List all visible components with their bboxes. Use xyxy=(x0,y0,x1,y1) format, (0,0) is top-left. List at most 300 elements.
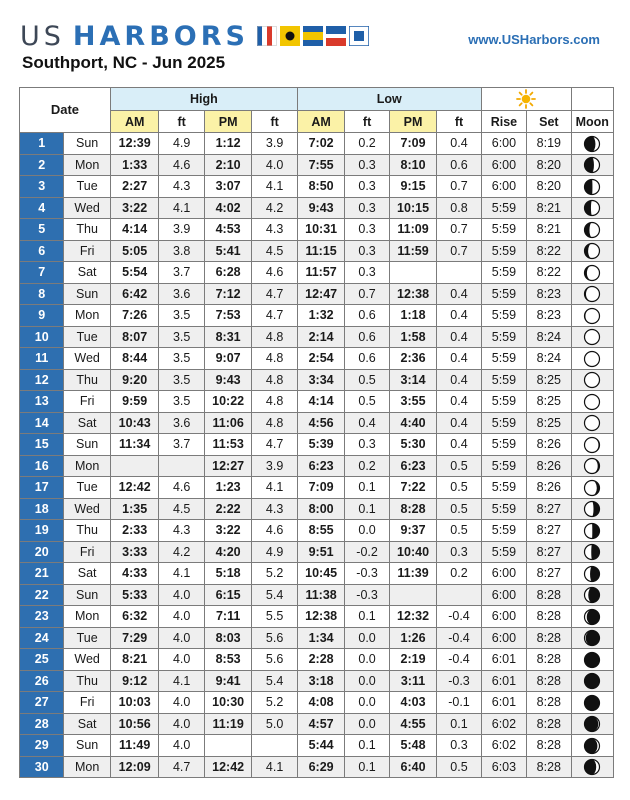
low-am-height-cell: 0.1 xyxy=(345,477,389,499)
low-pm-height-cell: 0.2 xyxy=(437,563,481,585)
sun-header xyxy=(481,88,571,111)
table-row xyxy=(20,606,614,628)
moon-phase-cell xyxy=(571,326,613,348)
moon-header xyxy=(571,88,613,111)
sunset-cell: 8:28 xyxy=(527,756,571,778)
high-am-height-cell xyxy=(159,455,204,477)
sunset-cell: 8:26 xyxy=(527,434,571,456)
low-am-time-cell: 11:15 xyxy=(297,240,345,262)
high-am-header: AM xyxy=(110,111,159,133)
high-pm-ft-header: ft xyxy=(252,111,297,133)
low-pm-height-cell: -0.3 xyxy=(437,670,481,692)
weekday-cell: Fri xyxy=(64,240,110,262)
low-am-height-cell: -0.3 xyxy=(345,563,389,585)
high-am-time-cell: 3:22 xyxy=(110,197,159,219)
high-am-height-cell: 4.2 xyxy=(159,541,204,563)
sunset-cell: 8:23 xyxy=(527,283,571,305)
table-row xyxy=(20,326,614,348)
high-am-height-cell: 4.1 xyxy=(159,670,204,692)
high-am-height-cell: 3.6 xyxy=(159,283,204,305)
low-am-height-cell: 0.3 xyxy=(345,262,389,284)
high-am-height-cell: 4.0 xyxy=(159,692,204,714)
low-am-height-cell: 0.3 xyxy=(345,197,389,219)
high-am-time-cell: 5:33 xyxy=(110,584,159,606)
moon-phase-icon xyxy=(583,371,601,389)
table-row xyxy=(20,283,614,305)
sunrise-cell: 6:00 xyxy=(481,584,526,606)
high-am-height-cell: 3.5 xyxy=(159,305,204,327)
low-pm-height-cell: 0.4 xyxy=(437,326,481,348)
low-pm-time-cell: 7:09 xyxy=(389,133,437,155)
weekday-cell: Tue xyxy=(64,627,110,649)
day-number-cell: 19 xyxy=(20,520,64,542)
low-am-time-cell: 10:31 xyxy=(297,219,345,241)
low-am-height-cell: 0.2 xyxy=(345,455,389,477)
high-pm-height-cell: 3.9 xyxy=(252,133,297,155)
brand-us: US xyxy=(20,20,65,52)
weekday-cell: Tue xyxy=(64,326,110,348)
high-am-time-cell: 12:42 xyxy=(110,477,159,499)
low-pm-time-cell: 6:23 xyxy=(389,455,437,477)
moon-phase-icon xyxy=(583,156,601,174)
high-pm-height-cell: 4.9 xyxy=(252,541,297,563)
day-number-cell: 10 xyxy=(20,326,64,348)
low-am-time-cell: 3:18 xyxy=(297,670,345,692)
low-am-height-cell: 0.5 xyxy=(345,369,389,391)
day-number-cell: 11 xyxy=(20,348,64,370)
low-pm-height-cell: 0.5 xyxy=(437,520,481,542)
low-pm-height-cell: 0.4 xyxy=(437,369,481,391)
table-row xyxy=(20,670,614,692)
moon-phase-icon xyxy=(583,479,601,497)
moon-phase-icon xyxy=(583,414,601,432)
moon-phase-icon xyxy=(583,629,601,647)
high-pm-time-cell: 5:18 xyxy=(204,563,252,585)
high-am-height-cell: 4.0 xyxy=(159,584,204,606)
low-am-height-cell: 0.6 xyxy=(345,348,389,370)
weekday-cell: Thu xyxy=(64,369,110,391)
high-am-height-cell: 3.9 xyxy=(159,219,204,241)
low-pm-header: PM xyxy=(389,111,437,133)
low-am-ft-header: ft xyxy=(345,111,389,133)
low-am-height-cell: 0.6 xyxy=(345,326,389,348)
sunrise-cell: 5:59 xyxy=(481,283,526,305)
table-row xyxy=(20,584,614,606)
signal-flag-icon-bands xyxy=(303,26,323,46)
high-pm-height-cell: 4.8 xyxy=(252,391,297,413)
low-am-time-cell: 6:23 xyxy=(297,455,345,477)
signal-flags xyxy=(257,26,369,46)
high-am-height-cell: 4.0 xyxy=(159,649,204,671)
low-am-header: AM xyxy=(297,111,345,133)
moon-phase-cell xyxy=(571,649,613,671)
sunset-cell: 8:27 xyxy=(527,541,571,563)
high-am-time-cell: 9:59 xyxy=(110,391,159,413)
low-am-height-cell: 0.0 xyxy=(345,649,389,671)
low-pm-time-cell: 7:22 xyxy=(389,477,437,499)
low-pm-height-cell: 0.4 xyxy=(437,348,481,370)
sunset-cell: 8:25 xyxy=(527,412,571,434)
high-pm-time-cell: 8:03 xyxy=(204,627,252,649)
low-pm-height-cell: 0.4 xyxy=(437,133,481,155)
day-number-cell: 7 xyxy=(20,262,64,284)
sunset-cell: 8:28 xyxy=(527,606,571,628)
moon-phase-cell xyxy=(571,584,613,606)
low-pm-time-cell: 6:40 xyxy=(389,756,437,778)
signal-flag-icon-block xyxy=(326,26,346,46)
high-pm-height-cell: 5.0 xyxy=(252,713,297,735)
low-am-time-cell: 4:14 xyxy=(297,391,345,413)
weekday-cell: Sun xyxy=(64,133,110,155)
high-pm-height-cell: 5.4 xyxy=(252,584,297,606)
moon-phase-icon xyxy=(583,393,601,411)
low-pm-height-cell: 0.1 xyxy=(437,713,481,735)
weekday-cell: Sat xyxy=(64,412,110,434)
table-row xyxy=(20,369,614,391)
table-row xyxy=(20,412,614,434)
high-am-time-cell: 4:33 xyxy=(110,563,159,585)
weekday-cell: Wed xyxy=(64,649,110,671)
high-am-time-cell: 6:32 xyxy=(110,606,159,628)
moon-phase-icon xyxy=(583,199,601,217)
low-pm-time-cell: 2:19 xyxy=(389,649,437,671)
low-pm-ft-header: ft xyxy=(437,111,481,133)
low-pm-time-cell: 8:10 xyxy=(389,154,437,176)
sunset-cell: 8:24 xyxy=(527,326,571,348)
sunrise-cell: 5:59 xyxy=(481,219,526,241)
moon-phase-cell xyxy=(571,670,613,692)
high-pm-time-cell: 6:28 xyxy=(204,262,252,284)
high-am-time-cell: 7:26 xyxy=(110,305,159,327)
sunrise-cell: 5:59 xyxy=(481,197,526,219)
sunrise-cell: 6:02 xyxy=(481,735,526,757)
weekday-cell: Sun xyxy=(64,434,110,456)
sunset-cell: 8:26 xyxy=(527,477,571,499)
moon-phase-icon xyxy=(583,586,601,604)
day-number-cell: 22 xyxy=(20,584,64,606)
high-am-height-cell: 4.1 xyxy=(159,563,204,585)
moon-phase-cell xyxy=(571,305,613,327)
high-pm-time-cell: 3:22 xyxy=(204,520,252,542)
high-pm-height-cell: 5.4 xyxy=(252,670,297,692)
table-row xyxy=(20,520,614,542)
signal-flag-icon-square xyxy=(349,26,369,46)
high-pm-time-cell: 11:06 xyxy=(204,412,252,434)
table-row xyxy=(20,219,614,241)
table-row xyxy=(20,348,614,370)
high-am-height-cell: 3.5 xyxy=(159,369,204,391)
high-pm-time-cell: 12:42 xyxy=(204,756,252,778)
table-row xyxy=(20,627,614,649)
day-number-cell: 24 xyxy=(20,627,64,649)
high-am-ft-header: ft xyxy=(159,111,204,133)
table-row xyxy=(20,541,614,563)
weekday-cell: Thu xyxy=(64,219,110,241)
moon-phase-icon xyxy=(583,758,601,776)
moon-phase-cell xyxy=(571,541,613,563)
low-pm-time-cell: 4:03 xyxy=(389,692,437,714)
high-pm-time-cell: 10:30 xyxy=(204,692,252,714)
high-am-height-cell: 4.7 xyxy=(159,756,204,778)
day-number-cell: 17 xyxy=(20,477,64,499)
low-am-height-cell: 0.1 xyxy=(345,498,389,520)
sunrise-cell: 5:59 xyxy=(481,477,526,499)
low-am-height-cell: 0.0 xyxy=(345,692,389,714)
high-am-time-cell: 11:34 xyxy=(110,434,159,456)
sunset-cell: 8:20 xyxy=(527,154,571,176)
tide-table-body xyxy=(20,133,614,778)
low-pm-time-cell: 10:40 xyxy=(389,541,437,563)
high-pm-height-cell: 4.8 xyxy=(252,326,297,348)
weekday-cell: Tue xyxy=(64,176,110,198)
high-pm-time-cell xyxy=(204,735,252,757)
high-pm-time-cell: 4:20 xyxy=(204,541,252,563)
table-row xyxy=(20,735,614,757)
moon-phase-icon xyxy=(583,328,601,346)
low-pm-height-cell: 0.5 xyxy=(437,455,481,477)
high-pm-height-cell: 4.1 xyxy=(252,176,297,198)
sunset-cell: 8:20 xyxy=(527,176,571,198)
low-am-height-cell: 0.3 xyxy=(345,434,389,456)
site-url-link[interactable]: www.USHarbors.com xyxy=(468,32,600,47)
brand-harbors: HARBORS xyxy=(72,20,249,52)
weekday-cell: Mon xyxy=(64,455,110,477)
high-am-time-cell: 5:54 xyxy=(110,262,159,284)
low-pm-time-cell xyxy=(389,262,437,284)
low-am-height-cell: 0.3 xyxy=(345,176,389,198)
low-pm-height-cell: 0.7 xyxy=(437,240,481,262)
high-pm-time-cell: 12:27 xyxy=(204,455,252,477)
low-am-time-cell: 4:57 xyxy=(297,713,345,735)
high-tide-header: High xyxy=(110,88,297,111)
high-am-height-cell: 3.5 xyxy=(159,391,204,413)
sunrise-cell: 6:00 xyxy=(481,154,526,176)
day-number-cell: 5 xyxy=(20,219,64,241)
low-pm-height-cell: 0.3 xyxy=(437,735,481,757)
brand-logo xyxy=(20,21,369,51)
moon-phase-cell xyxy=(571,563,613,585)
high-am-height-cell: 4.0 xyxy=(159,627,204,649)
moon-phase-cell xyxy=(571,692,613,714)
low-am-time-cell: 4:56 xyxy=(297,412,345,434)
low-pm-height-cell: -0.1 xyxy=(437,692,481,714)
table-row xyxy=(20,305,614,327)
high-pm-time-cell: 10:22 xyxy=(204,391,252,413)
day-number-cell: 15 xyxy=(20,434,64,456)
high-am-height-cell: 3.5 xyxy=(159,348,204,370)
low-am-time-cell: 6:29 xyxy=(297,756,345,778)
day-number-cell: 13 xyxy=(20,391,64,413)
low-pm-height-cell: -0.4 xyxy=(437,649,481,671)
high-pm-header: PM xyxy=(204,111,252,133)
moon-phase-cell xyxy=(571,412,613,434)
sunrise-cell: 5:59 xyxy=(481,305,526,327)
moon-phase-cell xyxy=(571,434,613,456)
high-am-time-cell: 8:07 xyxy=(110,326,159,348)
table-row xyxy=(20,133,614,155)
low-pm-height-cell: 0.7 xyxy=(437,219,481,241)
low-am-height-cell: 0.0 xyxy=(345,713,389,735)
high-am-height-cell: 4.9 xyxy=(159,133,204,155)
sunset-cell: 8:28 xyxy=(527,692,571,714)
high-pm-time-cell: 2:22 xyxy=(204,498,252,520)
date-header: Date xyxy=(20,88,111,133)
high-pm-height-cell: 4.7 xyxy=(252,283,297,305)
moon-phase-cell xyxy=(571,627,613,649)
low-pm-time-cell: 5:30 xyxy=(389,434,437,456)
day-number-cell: 16 xyxy=(20,455,64,477)
high-am-height-cell: 4.0 xyxy=(159,713,204,735)
high-pm-height-cell xyxy=(252,735,297,757)
low-pm-time-cell: 5:48 xyxy=(389,735,437,757)
moon-phase-icon xyxy=(583,543,601,561)
high-pm-time-cell: 7:11 xyxy=(204,606,252,628)
weekday-cell: Wed xyxy=(64,348,110,370)
sunset-cell: 8:25 xyxy=(527,369,571,391)
low-am-time-cell: 7:55 xyxy=(297,154,345,176)
high-am-time-cell: 4:14 xyxy=(110,219,159,241)
tide-table xyxy=(19,87,614,778)
moon-phase-icon xyxy=(583,264,601,282)
high-am-time-cell: 10:03 xyxy=(110,692,159,714)
moon-phase-cell xyxy=(571,477,613,499)
high-am-time-cell: 6:42 xyxy=(110,283,159,305)
moon-phase-icon xyxy=(583,457,601,475)
moon-phase-icon xyxy=(583,135,601,153)
low-am-height-cell: 0.3 xyxy=(345,240,389,262)
high-am-height-cell: 4.3 xyxy=(159,176,204,198)
low-pm-time-cell: 1:26 xyxy=(389,627,437,649)
high-am-height-cell: 3.5 xyxy=(159,326,204,348)
high-pm-height-cell: 4.5 xyxy=(252,240,297,262)
high-pm-height-cell: 4.3 xyxy=(252,498,297,520)
high-am-height-cell: 4.5 xyxy=(159,498,204,520)
low-am-time-cell: 1:34 xyxy=(297,627,345,649)
sunrise-cell: 6:02 xyxy=(481,713,526,735)
table-row xyxy=(20,434,614,456)
high-am-height-cell: 3.6 xyxy=(159,412,204,434)
day-number-cell: 27 xyxy=(20,692,64,714)
sunset-cell: 8:25 xyxy=(527,391,571,413)
moon-phase-cell xyxy=(571,240,613,262)
low-am-height-cell: 0.2 xyxy=(345,133,389,155)
low-am-time-cell: 2:28 xyxy=(297,649,345,671)
low-am-height-cell: 0.1 xyxy=(345,735,389,757)
high-pm-time-cell: 8:31 xyxy=(204,326,252,348)
sunrise-cell: 6:00 xyxy=(481,133,526,155)
weekday-cell: Wed xyxy=(64,197,110,219)
day-number-cell: 26 xyxy=(20,670,64,692)
sunrise-cell: 5:59 xyxy=(481,434,526,456)
low-am-time-cell: 8:00 xyxy=(297,498,345,520)
high-am-height-cell: 4.1 xyxy=(159,197,204,219)
low-pm-time-cell: 4:40 xyxy=(389,412,437,434)
high-pm-time-cell: 11:19 xyxy=(204,713,252,735)
low-am-time-cell: 2:14 xyxy=(297,326,345,348)
day-number-cell: 4 xyxy=(20,197,64,219)
low-am-time-cell: 5:39 xyxy=(297,434,345,456)
sunset-cell: 8:26 xyxy=(527,455,571,477)
high-am-height-cell: 3.8 xyxy=(159,240,204,262)
low-am-time-cell: 11:57 xyxy=(297,262,345,284)
low-pm-height-cell: 0.8 xyxy=(437,197,481,219)
low-am-height-cell: 0.7 xyxy=(345,283,389,305)
low-am-time-cell: 5:44 xyxy=(297,735,345,757)
page-title: Southport, NC - Jun 2025 xyxy=(22,53,226,72)
day-number-cell: 9 xyxy=(20,305,64,327)
low-pm-time-cell: 3:14 xyxy=(389,369,437,391)
high-am-height-cell: 3.7 xyxy=(159,262,204,284)
moon-phase-icon xyxy=(583,522,601,540)
day-number-cell: 29 xyxy=(20,735,64,757)
high-pm-height-cell: 4.8 xyxy=(252,348,297,370)
low-am-time-cell: 12:38 xyxy=(297,606,345,628)
day-number-cell: 12 xyxy=(20,369,64,391)
sunrise-cell: 5:59 xyxy=(481,412,526,434)
day-number-cell: 2 xyxy=(20,154,64,176)
day-number-cell: 21 xyxy=(20,563,64,585)
sunrise-cell: 5:59 xyxy=(481,262,526,284)
low-pm-height-cell: 0.5 xyxy=(437,498,481,520)
high-am-time-cell: 7:29 xyxy=(110,627,159,649)
sunrise-cell: 6:00 xyxy=(481,606,526,628)
high-pm-height-cell: 4.8 xyxy=(252,369,297,391)
weekday-cell: Thu xyxy=(64,520,110,542)
low-pm-height-cell: 0.4 xyxy=(437,283,481,305)
table-row xyxy=(20,756,614,778)
weekday-cell: Sat xyxy=(64,713,110,735)
low-am-height-cell: 0.5 xyxy=(345,391,389,413)
sunrise-cell: 5:59 xyxy=(481,326,526,348)
high-am-height-cell: 4.6 xyxy=(159,477,204,499)
moon-phase-icon xyxy=(583,651,601,669)
sunrise-cell: 6:01 xyxy=(481,649,526,671)
sunset-cell: 8:22 xyxy=(527,262,571,284)
low-am-height-cell: 0.3 xyxy=(345,154,389,176)
weekday-cell: Wed xyxy=(64,498,110,520)
high-am-time-cell: 8:21 xyxy=(110,649,159,671)
moon-phase-icon xyxy=(583,608,601,626)
signal-flag-icon-stripes xyxy=(257,26,277,46)
high-pm-height-cell: 4.0 xyxy=(252,154,297,176)
table-row xyxy=(20,498,614,520)
low-am-time-cell: 8:50 xyxy=(297,176,345,198)
day-number-cell: 3 xyxy=(20,176,64,198)
low-am-time-cell: 2:54 xyxy=(297,348,345,370)
sunset-cell: 8:28 xyxy=(527,584,571,606)
high-am-height-cell: 4.0 xyxy=(159,606,204,628)
sunrise-cell: 6:00 xyxy=(481,627,526,649)
weekday-cell: Fri xyxy=(64,692,110,714)
low-am-height-cell: -0.3 xyxy=(345,584,389,606)
moon-phase-icon xyxy=(583,178,601,196)
high-am-height-cell: 3.7 xyxy=(159,434,204,456)
moon-phase-cell xyxy=(571,756,613,778)
weekday-cell: Tue xyxy=(64,477,110,499)
low-pm-time-cell: 9:15 xyxy=(389,176,437,198)
low-pm-height-cell xyxy=(437,584,481,606)
low-pm-height-cell: 0.6 xyxy=(437,154,481,176)
sunrise-cell: 5:59 xyxy=(481,348,526,370)
high-am-time-cell: 11:49 xyxy=(110,735,159,757)
high-pm-height-cell: 4.7 xyxy=(252,434,297,456)
high-pm-height-cell: 5.2 xyxy=(252,692,297,714)
low-pm-height-cell: -0.4 xyxy=(437,606,481,628)
low-am-time-cell: 4:08 xyxy=(297,692,345,714)
sunrise-cell: 5:59 xyxy=(481,369,526,391)
low-am-height-cell: 0.0 xyxy=(345,670,389,692)
high-pm-time-cell: 9:43 xyxy=(204,369,252,391)
